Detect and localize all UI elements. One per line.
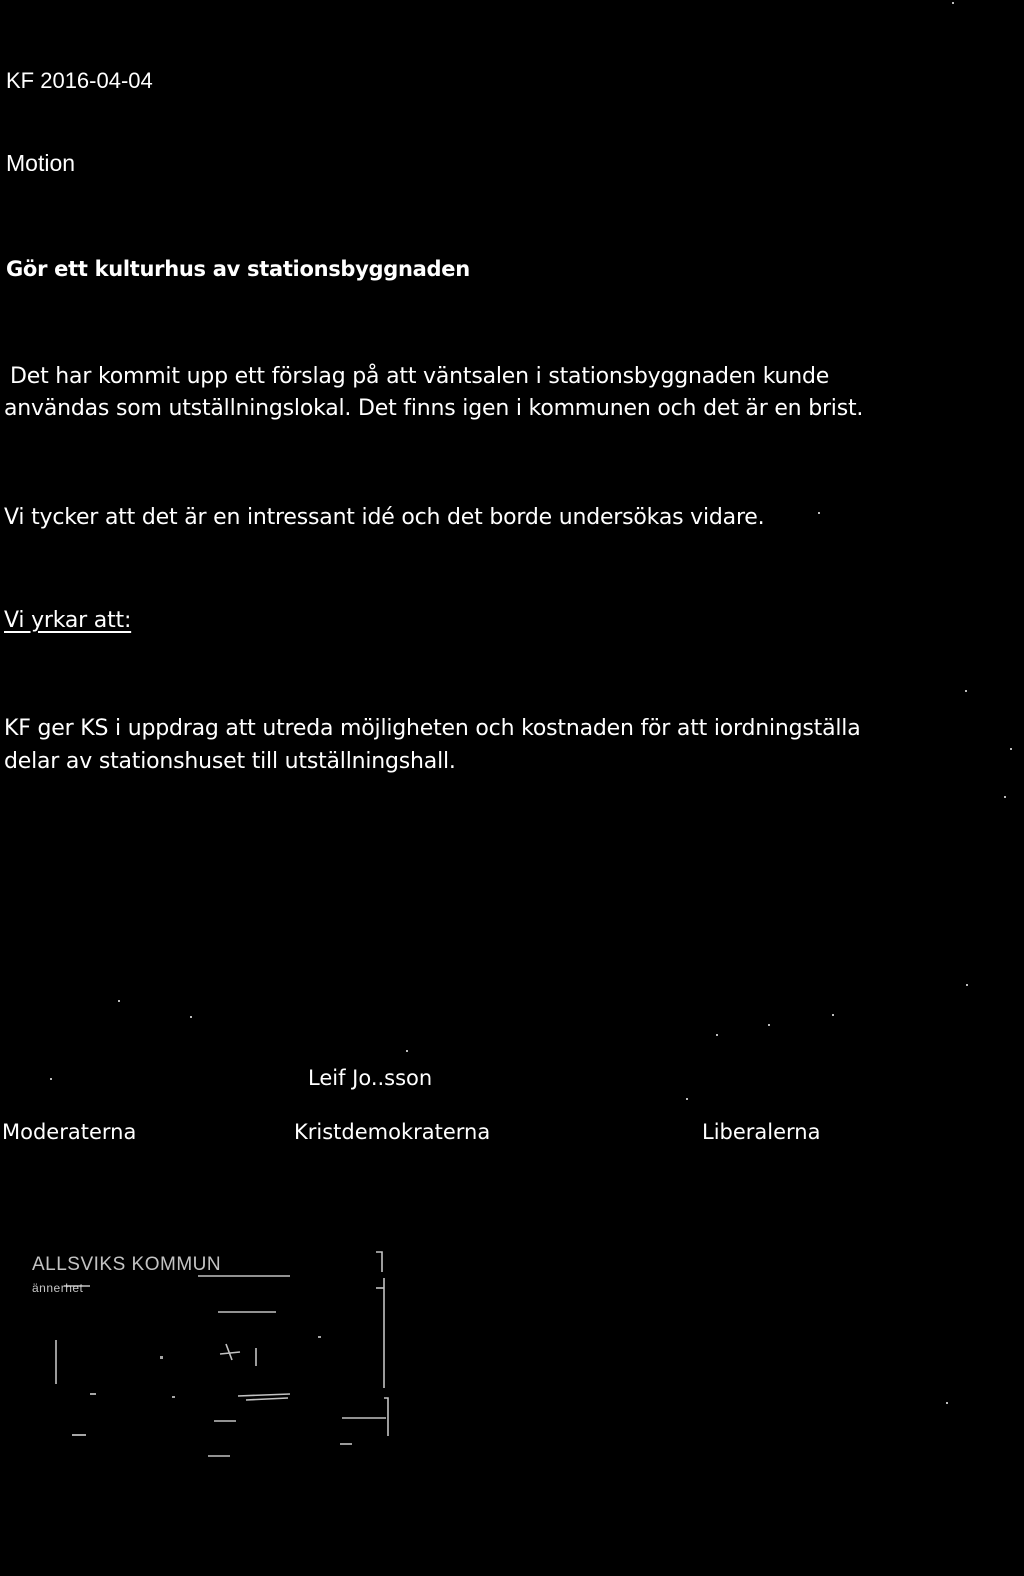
scan-speck (946, 1402, 948, 1404)
document-type: Motion (6, 150, 76, 176)
scan-speck (966, 984, 968, 986)
paragraph-2: Vi tycker att det är en intressant idé och det borde undersökas vidare. (4, 505, 765, 530)
scan-speck (1010, 748, 1012, 750)
paragraph-1-line-1: Det har kommit upp ett förslag på att väntsalen i stationsbyggnaden kunde (10, 364, 830, 389)
scan-speck (952, 2, 954, 4)
party-moderaterna: Moderaterna (2, 1120, 137, 1144)
party-kristdemokraterna: Kristdemokraterna (294, 1120, 491, 1144)
scan-speck (50, 1078, 52, 1080)
scan-speck (768, 1024, 770, 1026)
signer-name: Leif Jo..sson (308, 1066, 433, 1090)
scan-speck (686, 1098, 688, 1100)
scan-speck (716, 1034, 718, 1036)
scan-speck (118, 1000, 120, 1002)
paragraph-3-line-1: KF ger KS i uppdrag att utreda möjligheten och kostnaden för att iordningställa (4, 716, 861, 741)
document-date: KF 2016-04-04 (6, 68, 153, 93)
scan-speck (965, 690, 967, 692)
party-liberalerna: Liberalerna (702, 1120, 821, 1144)
scan-speck (818, 512, 820, 514)
scan-speck (190, 1016, 192, 1018)
document-title: Gör ett kulturhus av stationsbyggnaden (6, 257, 470, 281)
scan-speck (1004, 796, 1006, 798)
scan-speck (832, 1014, 834, 1016)
paragraph-1-line-2: användas som utställningslokal. Det finns igen i kommunen och det är en brist. (4, 396, 864, 421)
paragraph-3-line-2: delar av stationshuset till utställningshall. (4, 749, 456, 774)
stamp-header: ALLSVIKS KOMMUN ännerhet (32, 1254, 222, 1295)
claim-heading: Vi yrkar att: (4, 608, 132, 633)
scan-speck (406, 1050, 408, 1052)
